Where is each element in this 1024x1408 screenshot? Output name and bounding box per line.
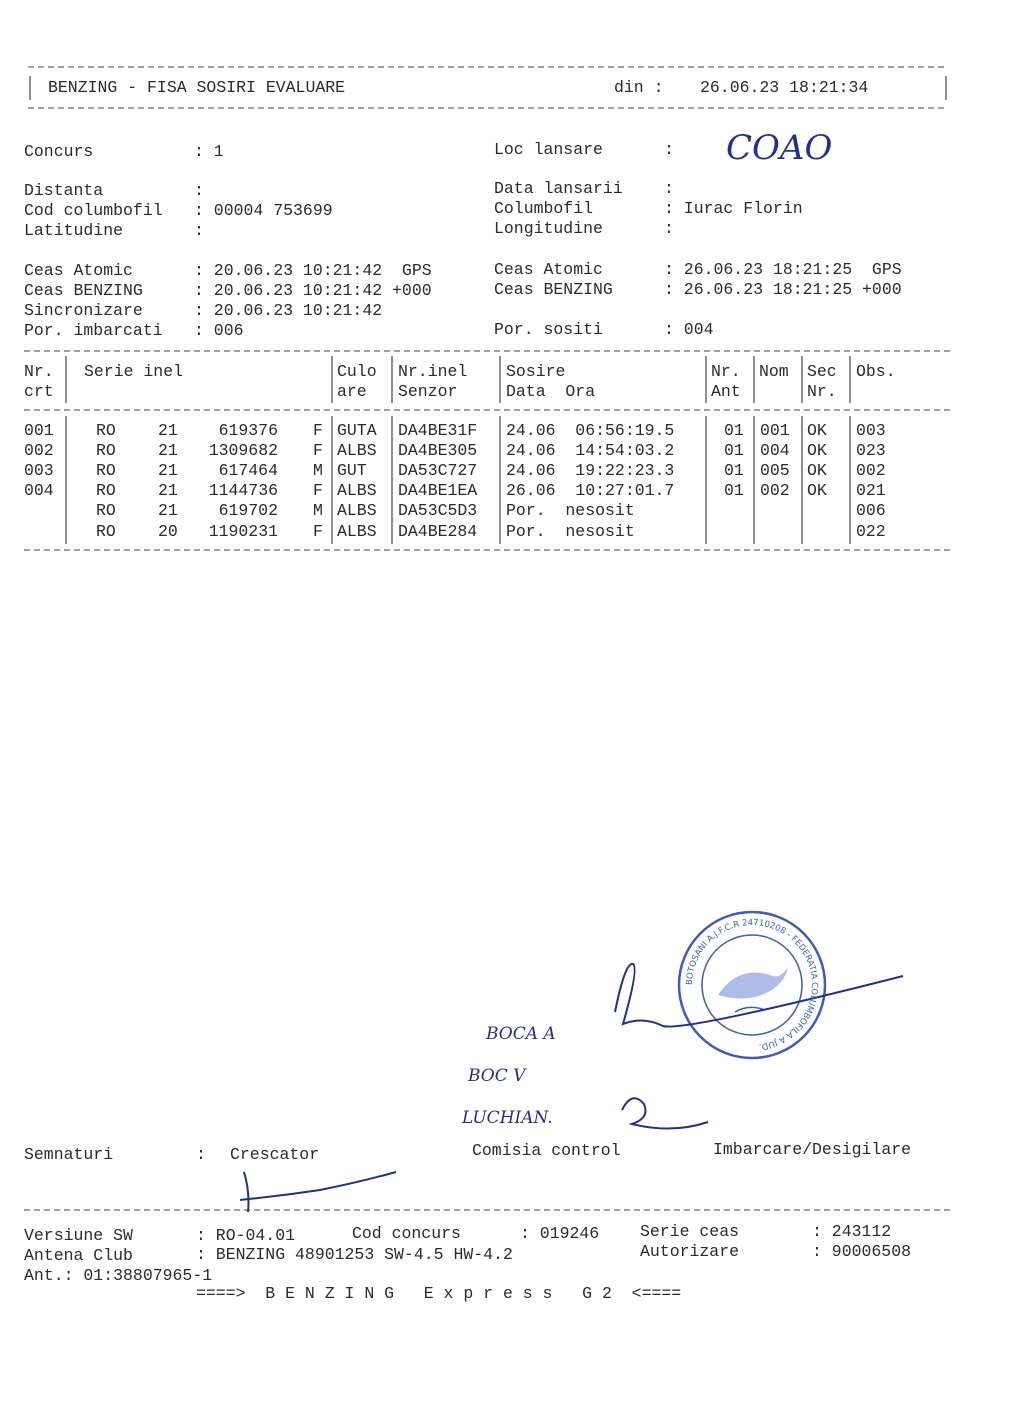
serie-ceas-value: : 243112 xyxy=(812,1222,892,1241)
row-nom: 004 xyxy=(760,441,790,460)
row-arrival: 26.06 10:27:01.7 xyxy=(506,481,675,500)
header-nom: Nom xyxy=(759,362,789,381)
header-nr-ant: Nr. xyxy=(711,362,741,381)
row-country: RO xyxy=(96,501,116,520)
columbofil-label: Columbofil xyxy=(494,199,594,218)
header-culo: Culo xyxy=(337,362,377,381)
row-ring: 1144736 xyxy=(208,481,278,500)
row-country: RO xyxy=(96,461,116,480)
row-ant: 01 xyxy=(724,461,744,480)
longitudine-label: Longitudine xyxy=(494,219,603,238)
header-nr-inel: Nr.inel xyxy=(398,362,468,381)
row-country: RO xyxy=(96,522,116,541)
row-ant: 01 xyxy=(724,481,744,500)
benzing-banner: ====> B E N Z I N G E x p r e s s G 2 <==== xyxy=(196,1284,682,1303)
row-color: GUTA xyxy=(337,421,377,440)
row-color: ALBS xyxy=(337,501,377,520)
autorizare-label: Autorizare xyxy=(640,1242,740,1261)
row-color: ALBS xyxy=(337,441,377,460)
crescator-label: Crescator xyxy=(230,1145,320,1164)
data-lansarii-label: Data lansarii xyxy=(494,179,623,198)
row-sec: OK xyxy=(807,481,827,500)
semnaturi-label: Semnaturi xyxy=(24,1145,114,1164)
cod-columbofil-label: Cod columbofil xyxy=(24,201,163,220)
row-color: ALBS xyxy=(337,522,377,541)
row-nom: 005 xyxy=(760,461,790,480)
latitudine-label: Latitudine xyxy=(24,221,124,240)
din-timestamp: 26.06.23 18:21:34 xyxy=(700,78,869,97)
distanta-label: Distanta xyxy=(24,181,104,200)
versiune-value: : RO-04.01 xyxy=(196,1226,296,1245)
row-sex: F xyxy=(313,522,323,541)
row-sex: F xyxy=(313,481,323,500)
header-sec: Sec xyxy=(807,362,837,381)
header-serie-inel: Serie inel xyxy=(84,362,184,381)
row-country: RO xyxy=(96,421,116,440)
row-obs: 021 xyxy=(856,481,886,500)
antena-label: Antena Club xyxy=(24,1246,133,1265)
row-country: RO xyxy=(96,481,116,500)
handwritten-name-boca: BOCA A xyxy=(486,1024,556,1044)
header-senzor: Senzor xyxy=(398,382,458,401)
row-year: 21 xyxy=(158,421,178,440)
row-nr: 003 xyxy=(24,461,54,480)
cod-columbofil-value: : 00004 753699 xyxy=(194,201,333,220)
row-sec: OK xyxy=(807,461,827,480)
row-sec: OK xyxy=(807,441,827,460)
row-ring: 619376 xyxy=(218,421,278,440)
row-year: 20 xyxy=(158,522,178,541)
row-sex: M xyxy=(313,501,323,520)
ceas-atomic-start-label: Ceas Atomic xyxy=(24,261,133,280)
row-obs: 002 xyxy=(856,461,886,480)
header-crt: crt xyxy=(24,382,54,401)
row-sensor: DA4BE284 xyxy=(398,522,478,541)
row-ant: 01 xyxy=(724,441,744,460)
handwritten-name-luchian: LUCHIAN. xyxy=(462,1108,553,1128)
row-obs: 006 xyxy=(856,501,886,520)
loc-lansare-handwritten: COAO xyxy=(726,128,833,168)
row-sensor: DA4BE31F xyxy=(398,421,478,440)
semnaturi-colon: : xyxy=(196,1145,206,1164)
header-are: are xyxy=(337,382,367,401)
antena-value: : BENZING 48901253 SW-4.5 HW-4.2 xyxy=(196,1245,513,1264)
row-arrival: Por. nesosit xyxy=(506,501,635,520)
por-imbarcati-value: : 006 xyxy=(194,321,244,340)
ceas-benzing-end-label: Ceas BENZING xyxy=(494,280,613,299)
cod-concurs-label: Cod concurs xyxy=(352,1224,461,1243)
row-sex: F xyxy=(313,421,323,440)
header-nr: Nr. xyxy=(24,362,54,381)
row-nom: 001 xyxy=(760,421,790,440)
versiune-label: Versiune SW xyxy=(24,1226,133,1245)
header-data-ora: Data Ora xyxy=(506,382,596,401)
row-nom: 002 xyxy=(760,481,790,500)
ceas-atomic-end-value: : 26.06.23 18:21:25 GPS xyxy=(664,260,902,279)
document-title: BENZING - FISA SOSIRI EVALUARE xyxy=(48,78,346,97)
row-year: 21 xyxy=(158,501,178,520)
sincronizare-value: : 20.06.23 10:21:42 xyxy=(194,301,383,320)
row-ant: 01 xyxy=(724,421,744,440)
row-nr: 002 xyxy=(24,441,54,460)
latitudine-value: : xyxy=(194,221,204,240)
row-ring: 617464 xyxy=(218,461,278,480)
row-year: 21 xyxy=(158,461,178,480)
data-lansarii-value: : xyxy=(664,179,674,198)
por-sositi-value: : 004 xyxy=(664,320,714,339)
distanta-value: : xyxy=(194,181,204,200)
row-ring: 619702 xyxy=(218,501,278,520)
din-label: din : xyxy=(614,78,664,97)
row-color: GUT xyxy=(337,461,367,480)
header-obs: Obs. xyxy=(856,362,896,381)
row-arrival: Por. nesosit xyxy=(506,522,635,541)
columbofil-value: : Iurac Florin xyxy=(664,199,803,218)
row-obs: 003 xyxy=(856,421,886,440)
row-sensor: DA53C727 xyxy=(398,461,478,480)
row-sensor: DA4BE1EA xyxy=(398,481,478,500)
row-arrival: 24.06 19:22:23.3 xyxy=(506,461,675,480)
loc-lansare-value: : xyxy=(664,140,674,159)
imbarcare-label: Imbarcare/Desigilare xyxy=(713,1140,912,1159)
row-ring: 1309682 xyxy=(208,441,278,460)
autorizare-value: : 90006508 xyxy=(812,1242,912,1261)
longitudine-value: : xyxy=(664,219,674,238)
por-imbarcati-label: Por. imbarcati xyxy=(24,321,163,340)
concurs-label: Concurs xyxy=(24,142,94,161)
row-country: RO xyxy=(96,441,116,460)
row-nr: 001 xyxy=(24,421,54,440)
ant-line: Ant.: 01:38807965-1 xyxy=(24,1266,213,1285)
header-sec-nr: Nr. xyxy=(807,382,837,401)
serie-ceas-label: Serie ceas xyxy=(640,1222,740,1241)
row-ring: 1190231 xyxy=(208,522,278,541)
row-arrival: 24.06 06:56:19.5 xyxy=(506,421,675,440)
ceas-benzing-end-value: : 26.06.23 18:21:25 +000 xyxy=(664,280,902,299)
loc-lansare-label: Loc lansare xyxy=(494,140,603,159)
row-nr: 004 xyxy=(24,481,54,500)
ceas-atomic-start-value: : 20.06.23 10:21:42 GPS xyxy=(194,261,432,280)
row-arrival: 24.06 14:54:03.2 xyxy=(506,441,675,460)
header-ant: Ant xyxy=(711,382,741,401)
comisia-label: Comisia control xyxy=(472,1141,621,1160)
row-sensor: DA4BE305 xyxy=(398,441,478,460)
header-sosire: Sosire xyxy=(506,362,566,381)
ceas-atomic-end-label: Ceas Atomic xyxy=(494,260,603,279)
row-year: 21 xyxy=(158,441,178,460)
row-sex: M xyxy=(313,461,323,480)
por-sositi-label: Por. sositi xyxy=(494,320,603,339)
row-obs: 022 xyxy=(856,522,886,541)
row-color: ALBS xyxy=(337,481,377,500)
ceas-benzing-start-label: Ceas BENZING xyxy=(24,281,143,300)
row-obs: 023 xyxy=(856,441,886,460)
handwritten-name-boc: BOC V xyxy=(468,1066,526,1086)
row-sensor: DA53C5D3 xyxy=(398,501,478,520)
ceas-benzing-start-value: : 20.06.23 10:21:42 +000 xyxy=(194,281,432,300)
sincronizare-label: Sincronizare xyxy=(24,301,143,320)
row-sex: F xyxy=(313,441,323,460)
stamp-text: BOTOSANI A.J.F.C.R 24710208 - FEDERATIA COLUMBOFILA A JUD. xyxy=(684,917,820,1052)
row-sec: OK xyxy=(807,421,827,440)
cod-concurs-value: : 019246 xyxy=(520,1224,600,1243)
row-year: 21 xyxy=(158,481,178,500)
concurs-value: : 1 xyxy=(194,142,224,161)
